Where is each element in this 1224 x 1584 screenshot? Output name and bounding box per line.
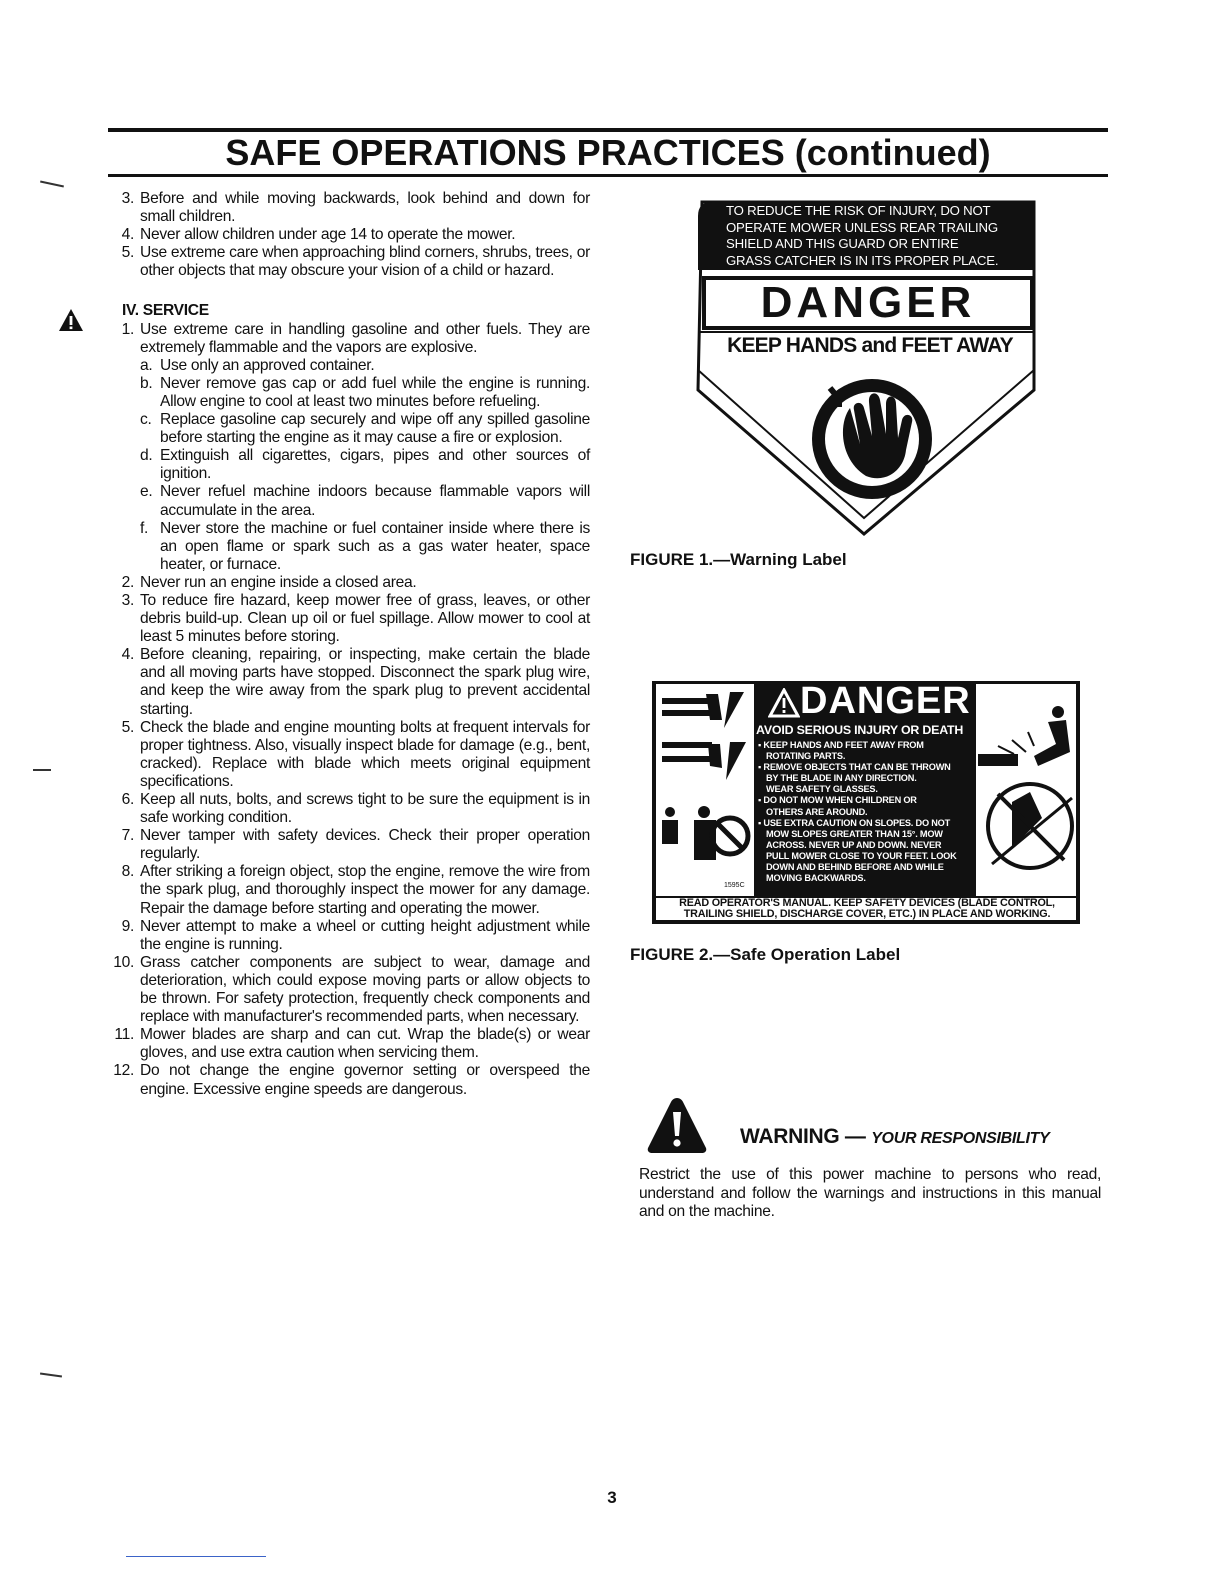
figure2-children-icon [660, 806, 752, 862]
margin-mark [33, 769, 51, 771]
item-text: Grass catcher components are subject to wear, damage and deterioration, which could expose moving parts or allow objects to be thrown. For safety protection, frequently check components and replace with manufacturer's recommended parts, when necessary. [140, 953, 590, 1026]
item-text: Use only an approved container. [160, 356, 375, 374]
list-item [60, 646, 590, 718]
item-text: Replace gasoline cap securely and wipe off any spilled gasoline before starting the engine as it may cause a fire or explosion. [160, 411, 590, 447]
service-heading-text: IV. SERVICE [122, 302, 209, 320]
item-text: Never store the machine or fuel container inside where there is an open flame or spark such as a gas water heater, space heater, or furnace. [160, 519, 590, 573]
figure2-bullet-line: MOVING BACKWARDS. [766, 873, 866, 884]
list-item [60, 791, 590, 827]
item-text: Check the blade and engine mounting bolts at frequent intervals for proper tightness. Also, visually inspect blade for damage (e.g., bent, cracked). Replace with blade which meets original equipment specifications. [140, 718, 590, 790]
list-item [60, 244, 590, 280]
item-text: Mower blades are sharp and can cut. Wrap the blade(s) or wear gloves, and use extra caution when servicing them. [140, 1026, 590, 1062]
figure2-bullet-line: PULL MOWER CLOSE TO YOUR FEET. LOOK [766, 850, 957, 861]
item-number: b. [140, 374, 153, 392]
item-text: Never refuel machine indoors because flammable vapors will accumulate in the area. [160, 483, 590, 519]
figure1-top-line: SHIELD AND THIS GUARD OR ENTIRE [726, 236, 959, 251]
item-number: 7. [121, 827, 134, 845]
item-text: Never tamper with safety devices. Check their proper operation regularly. [140, 827, 590, 863]
sub-list-item [60, 483, 590, 519]
item-text: Never attempt to make a wheel or cutting height adjustment while the engine is running. [140, 917, 590, 953]
figure2-danger-word: DANGER [800, 680, 971, 722]
page-number: 3 [607, 1488, 617, 1507]
margin-mark [40, 1372, 62, 1377]
figure2-bullet-line: ▪ DO NOT MOW WHEN CHILDREN OR [758, 795, 917, 806]
list-item [60, 827, 590, 863]
figure2-bullet-line: BY THE BLADE IN ANY DIRECTION. [766, 773, 917, 784]
item-number: 2. [121, 573, 134, 591]
margin-mark [40, 181, 64, 188]
warning-triangle-icon [646, 1096, 708, 1154]
sub-list-item [60, 411, 590, 447]
sub-list-item [60, 357, 590, 375]
item-text: Never run an engine inside a closed area. [140, 573, 417, 591]
list-item [60, 719, 590, 791]
figure2-bullet-line: ACROSS. NEVER UP AND DOWN. NEVER [766, 839, 942, 850]
item-text: Never remove gas cap or add fuel while the engine is running. Allow engine to cool at least two minutes before refueling. [160, 374, 590, 410]
figure1-top-line: GRASS CATCHER IS IN ITS PROPER PLACE. [726, 252, 999, 268]
warning-heading [740, 1125, 1050, 1149]
service-items-list [60, 574, 590, 1099]
sub-list-item [60, 520, 590, 574]
figure1-top-line: OPERATE MOWER UNLESS REAR TRAILING [726, 219, 998, 235]
item-number: e. [140, 483, 153, 501]
list-item [60, 954, 590, 1026]
list-item [60, 574, 590, 592]
list-item [60, 321, 590, 357]
item-text: Extinguish all cigarettes, cigars, pipes and other sources of ignition. [160, 447, 590, 483]
figure2-footer-line2: TRAILING SHIELD, DISCHARGE COVER, ETC.) IN PLACE AND WORKING. [683, 908, 1051, 920]
list-item [60, 226, 590, 244]
figure2-bullet-line: MOW SLOPES GREATER THAN 15°. MOW [766, 828, 943, 839]
list-item [60, 1026, 590, 1062]
figure2-bullet-line: ROTATING PARTS. [766, 751, 846, 762]
bottom-link-line [126, 1556, 266, 1557]
item-number: a. [140, 356, 153, 374]
service-sub-list [60, 357, 590, 574]
item-text: Do not change the engine governor setting or overspeed the engine. Excessive engine speeds are dangerous. [140, 1062, 590, 1098]
figure2-bullet-line: ▪ REMOVE OBJECTS THAT CAN BE THROWN [758, 762, 951, 773]
item-number: d. [140, 447, 153, 465]
figure2-bullet-line: ▪ USE EXTRA CAUTION ON SLOPES. DO NOT [758, 817, 951, 828]
warning-label: WARNING — [740, 1125, 866, 1148]
figure2-bullet-line: DOWN AND BEHIND BEFORE AND WHILE [766, 862, 944, 873]
item-number: 11. [114, 1026, 134, 1044]
figure2-bullets [758, 740, 978, 884]
figure2-footer-line1: READ OPERATOR'S MANUAL. KEEP SAFETY DEVICES (BLADE CONTROL, [679, 897, 1055, 909]
figure2-slope-icon [982, 778, 1074, 874]
figure2-hand-blade-icon [660, 690, 750, 730]
figure2-max-slope: MAX 15° [1004, 874, 1065, 891]
list-item [60, 863, 590, 917]
item-text: Never allow children under age 14 to operate the mower. [140, 226, 516, 244]
item-number: 1. [121, 320, 134, 338]
sub-list-item [60, 375, 590, 411]
item-text: Before cleaning, repairing, or inspecting, make certain the blade and all moving parts have stopped. Disconnect the spark plug wire, and keep the wire away from the spark plug to prevent accidental starting. [140, 646, 590, 718]
figure2-bullet-line: OTHERS ARE AROUND. [766, 806, 868, 817]
item-text: After striking a foreign object, stop the engine, remove the wire from the spark plug, and thoroughly inspect the mower for any damage. Repair the damage before starting and operating the mower. [140, 863, 590, 917]
item-text: To reduce fire hazard, keep mower free of grass, leaves, or other debris build-up. Clean up oil or fuel spillage. Allow mower to cool at least 5 minutes before storing. [140, 591, 590, 646]
figure1-top-line: TO REDUCE THE RISK OF INJURY, DO NOT [726, 203, 991, 218]
figure2-foot-blade-icon [660, 736, 750, 782]
item-text: Before and while moving backwards, look behind and down for small children. [140, 190, 590, 226]
item-number: 4. [121, 226, 134, 244]
item-number: 5. [121, 718, 134, 736]
figure2-thrown-object-icon [978, 692, 1074, 778]
figure2-bullet-line: ▪ KEEP HANDS AND FEET AWAY FROM [758, 740, 924, 750]
figure2-alert-icon [768, 688, 800, 718]
list-item [60, 918, 590, 954]
left-column [60, 190, 590, 1099]
item-number: 9. [121, 917, 134, 935]
item-number: c. [140, 411, 152, 429]
warning-subtitle: YOUR RESPONSIBILITY [871, 1130, 1050, 1147]
page-title: SAFE OPERATIONS PRACTICES (continued) [225, 132, 991, 173]
item-number: 12. [113, 1062, 134, 1080]
list-item [60, 592, 590, 646]
list-item [60, 1062, 590, 1098]
figure2-avoid-text: AVOID SERIOUS INJURY OR DEATH [756, 723, 964, 737]
item-number: f. [140, 519, 149, 537]
warning-text: Restrict the use of this power machine to persons who read, understand and follow the warnings and instructions in this manual and on the machine. [639, 1166, 1101, 1220]
header-rule-bottom [108, 174, 1108, 177]
figure2-caption: FIGURE 2.—Safe Operation Label [630, 945, 901, 964]
item-text: Use extreme care in handling gasoline and other fuels. They are extremely flammable and the vapors are explosive. [140, 320, 590, 356]
item-number: 8. [121, 863, 134, 881]
item-text: Keep all nuts, bolts, and screws tight to be sure the equipment is in safe working condition. [140, 791, 590, 827]
item-number: 5. [121, 244, 134, 262]
sub-list-item [60, 447, 590, 483]
item-number: 3. [121, 190, 134, 207]
figure1-caption: FIGURE 1.—Warning Label [630, 550, 847, 569]
item-number: 6. [121, 791, 134, 808]
figure1-danger-word: DANGER [760, 278, 976, 327]
pre-items-list [60, 190, 590, 280]
figure1-keep-text: KEEP HANDS and FEET AWAY [727, 334, 1013, 357]
figure2-code: 1595C [724, 882, 745, 889]
item-text: Use extreme care when approaching blind corners, shrubs, trees, or other objects that may obscure your vision of a child or hazard. [140, 244, 590, 280]
item-number: 3. [121, 591, 134, 609]
figure2-bullet-line: WEAR SAFETY GLASSES. [766, 784, 878, 795]
figure1-top-text [726, 203, 1016, 269]
service-heading [60, 302, 590, 320]
figure2-safe-operation-label [652, 678, 1080, 924]
list-item [60, 190, 590, 226]
item-number: 4. [121, 646, 134, 664]
item-number: 10. [113, 953, 134, 971]
